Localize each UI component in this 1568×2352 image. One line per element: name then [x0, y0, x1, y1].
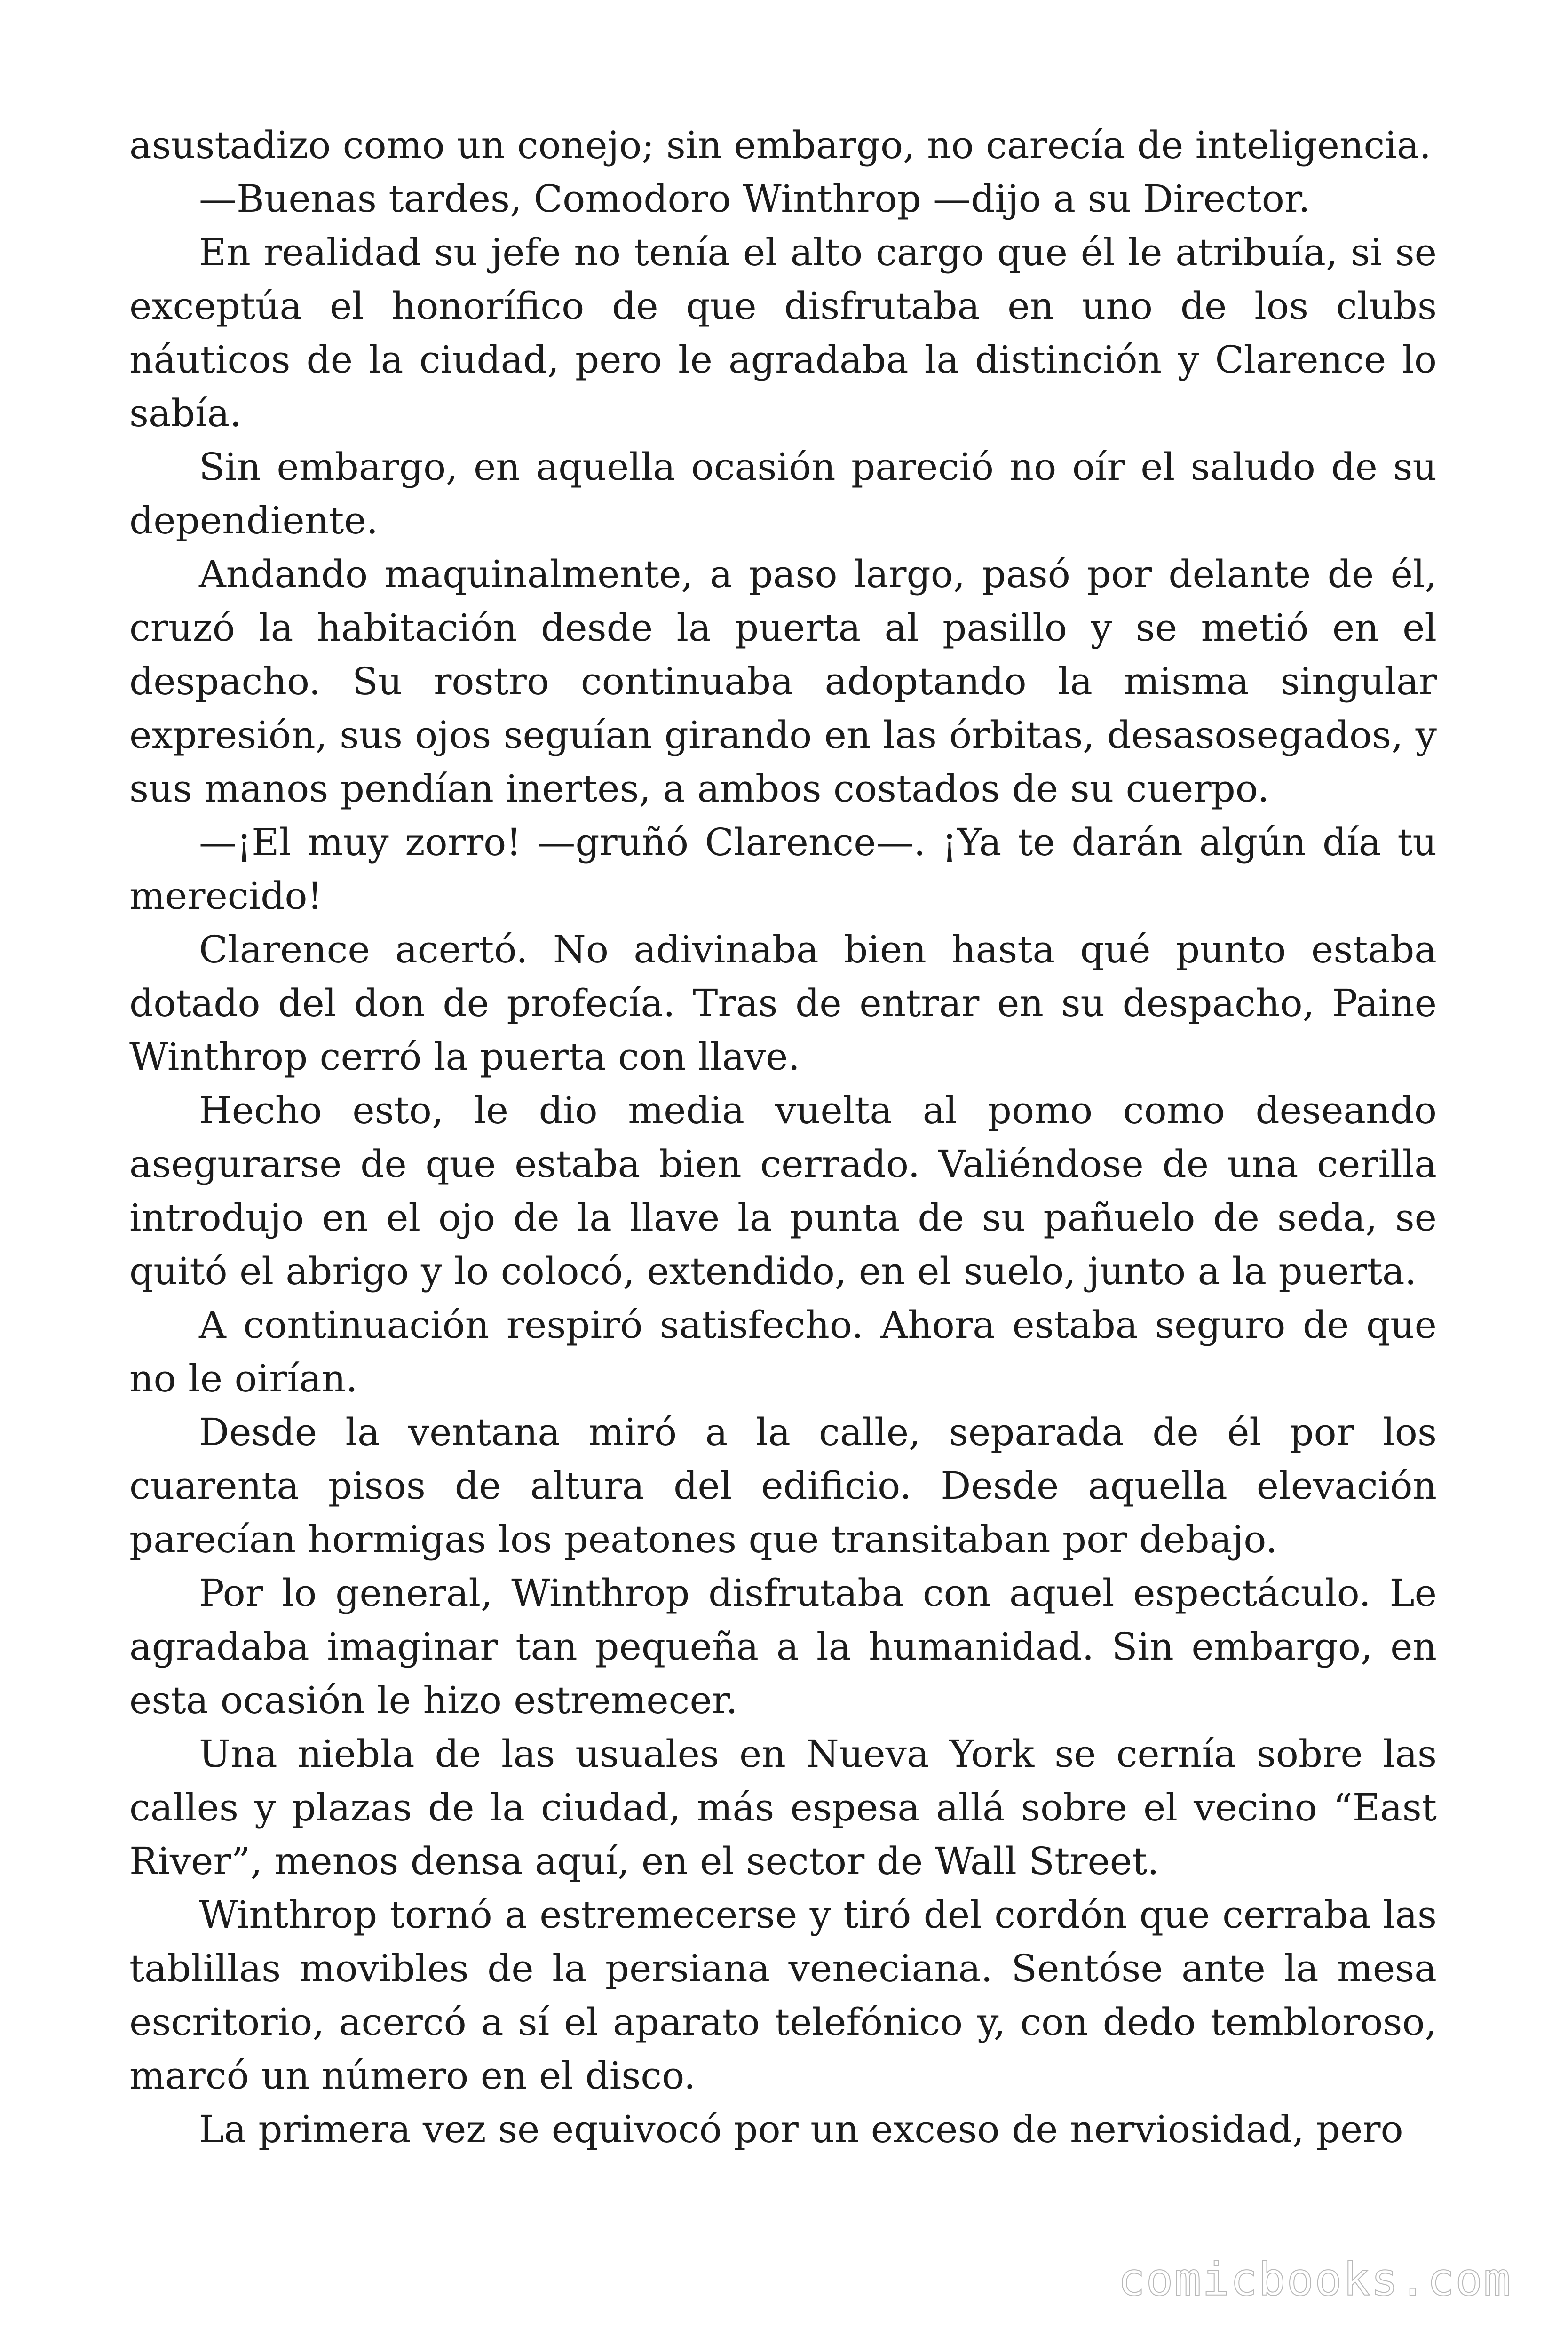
paragraph: En realidad su jefe no tenía el alto cargo que él le atribuía, si se exceptúa el honorífico de que disfrutaba en uno de los clubs náuticos de la ciudad, pero le agradaba la distinción y Clarence lo sabía.: [129, 230, 1437, 435]
paragraph: Clarence acertó. No adivinaba bien hasta qué punto estaba dotado del don de profecía. Tras de entrar en su despacho, Paine Winthrop cerró la puerta con llave.: [129, 928, 1437, 1079]
paragraph: —Buenas tardes, Comodoro Winthrop —dijo a su Director.: [199, 177, 1310, 221]
text-column: [129, 119, 1437, 2156]
paragraph: Por lo general, Winthrop disfrutaba con aquel espectáculo. Le agradaba imaginar tan pequeña a la humanidad. Sin embargo, en esta ocasión le hizo estremecer.: [129, 1571, 1437, 1722]
watermark: comicbooks.com: [1117, 2253, 1512, 2306]
paragraph: Sin embargo, en aquella ocasión pareció no oír el saludo de su dependiente.: [129, 445, 1437, 542]
paragraph: Desde la ventana miró a la calle, separada de él por los cuarenta pisos de altura del edificio. Desde aquella elevación parecían hormigas los peatones que transitaban por debajo.: [129, 1410, 1437, 1561]
paragraph: La primera vez se equivocó por un exceso de nerviosidad, pero: [199, 2107, 1403, 2151]
paragraph: Andando maquinalmente, a paso largo, pasó por delante de él, cruzó la habitación desde la puerta al pasillo y se metió en el despacho. Su rostro continuaba adoptando la misma singular expresión, sus ojos seguían girando en las órbitas, desasosegados, y sus manos pendían inertes, a ambos costados de su cuerpo.: [129, 552, 1437, 810]
paragraph: Hecho esto, le dio media vuelta al pomo como deseando asegurarse de que estaba bien cerrado. Valiéndose de una cerilla introdujo en el ojo de la llave la punta de su pañuelo de seda, se quitó el abrigo y lo colocó, extendido, en el suelo, junto a la puerta.: [129, 1089, 1437, 1293]
paragraph: A continuación respiró satisfecho. Ahora estaba seguro de que no le oirían.: [129, 1303, 1437, 1400]
paragraph: Winthrop tornó a estremecerse y tiró del cordón que cerraba las tablillas movibles de la persiana veneciana. Sentóse ante la mesa escritorio, acercó a sí el aparato telefónico y, con dedo tembloroso, marcó un número en el disco.: [129, 1893, 1437, 2098]
paragraph: Una niebla de las usuales en Nueva York se cernía sobre las calles y plazas de la ciudad, más espesa allá sobre el vecino “East River”, menos densa aquí, en el sector de Wall Street.: [129, 1732, 1437, 1883]
paragraph: —¡El muy zorro! —gruñó Clarence—. ¡Ya te darán algún día tu merecido!: [129, 820, 1437, 918]
paragraph: asustadizo como un conejo; sin embargo, no carecía de inteligencia.: [129, 123, 1432, 167]
